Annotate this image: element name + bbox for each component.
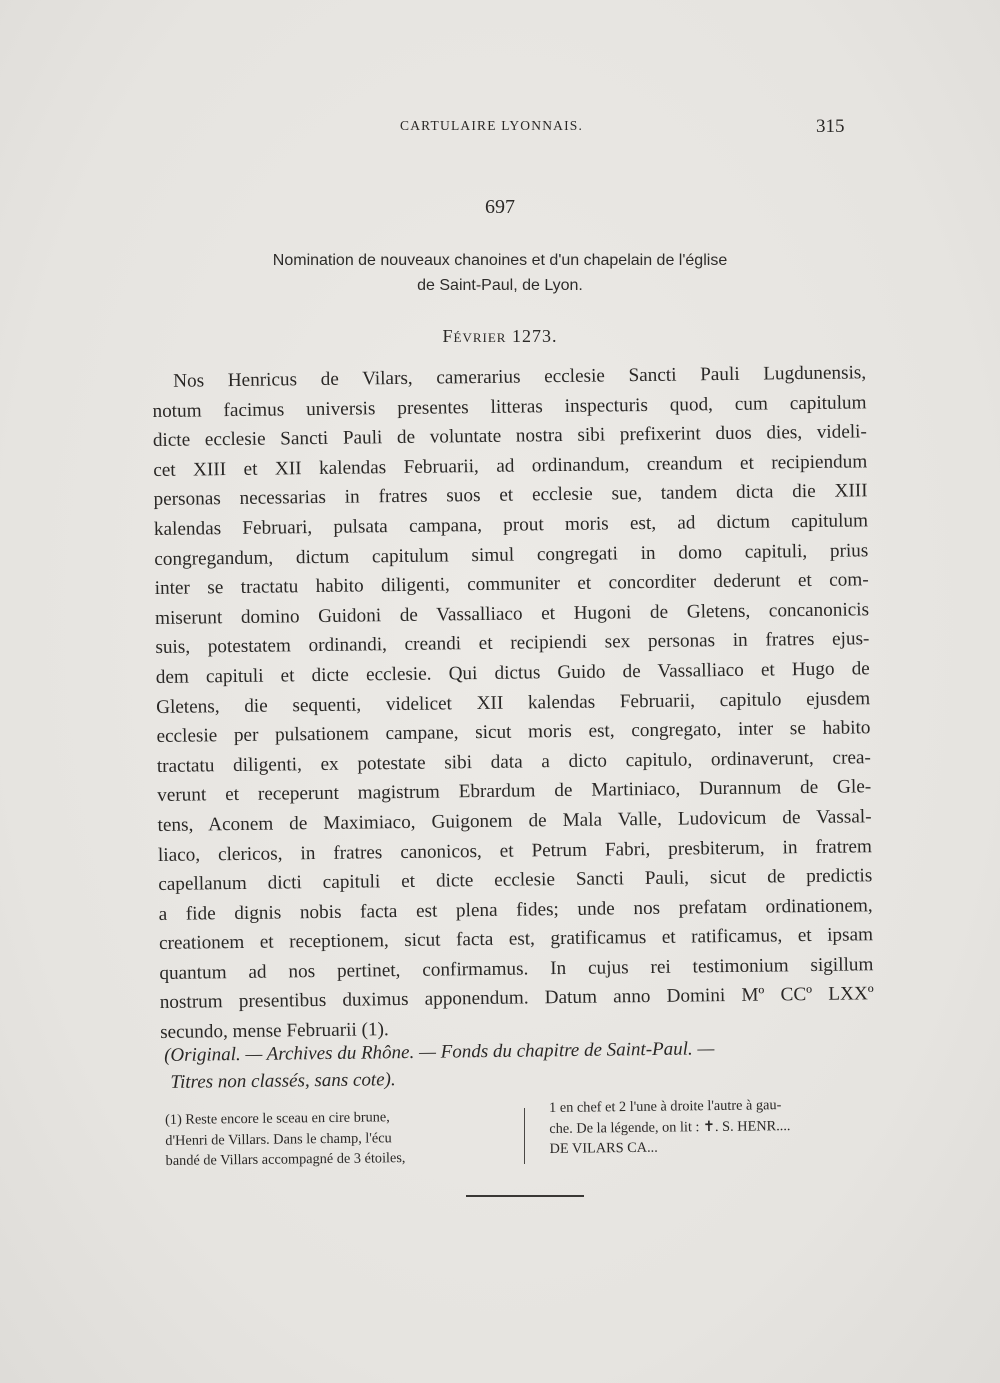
body-line: a fide dignis nobis facta est plena fides; unde nos prefatam ordinationem, xyxy=(158,894,873,925)
body-line: verunt et receperunt magistrum Ebrardum de Martiniaco, Durannum de Gle- xyxy=(157,776,872,807)
body-line: notum facimus universis presentes litteras inspecturis quod, cum capitulum xyxy=(152,391,867,422)
body-line: inter se tractatu habito diligenti, communiter et concorditer dederunt et com- xyxy=(154,569,869,600)
footnote-line: DE VILARS CA... xyxy=(549,1139,658,1157)
footnote-right-column xyxy=(549,1094,870,1159)
document-title xyxy=(150,248,850,298)
footnote-left-column xyxy=(165,1106,506,1172)
body-line: secundo, mense Februarii (1). xyxy=(160,1019,389,1044)
body-line: liaco, clericos, in fratres canonicos, et Petrum Fabri, presbiterum, in fratrem xyxy=(157,835,873,866)
page-number: 315 xyxy=(816,116,845,137)
document-date: Février 1273. xyxy=(442,326,558,346)
body-line: suis, potestatem ordinandi, creandi et recipiendi sex personas in fratres ejus- xyxy=(155,628,870,659)
document-number: 697 xyxy=(485,196,515,218)
body-line: tens, Aconem de Maximiaco, Guigonem de Mala Valle, Ludovicum de Vassal- xyxy=(157,806,872,836)
end-rule xyxy=(466,1195,584,1197)
body-line: tractatu diligenti, ex potestate sibi data a dicto capitulo, ordinaverunt, crea- xyxy=(156,746,871,777)
footnote-line: 1 en chef et 2 l'une à droite l'autre à gau- xyxy=(549,1097,782,1116)
running-head: CARTULAIRE LYONNAIS. xyxy=(400,118,584,133)
body-line: miserunt domino Guidoni de Vassalliaco et Hugoni de Gletens, concanonicis xyxy=(154,599,870,629)
document-body xyxy=(152,358,874,1047)
body-line: cet XIII et XII kalendas Februarii, ad ordinandum, creandum et recipiendum xyxy=(153,451,868,481)
document-title-line: Nomination de nouveaux chanoines et d'un chapelain de l'église xyxy=(272,252,728,269)
document-title-line: de Saint-Paul, de Lyon. xyxy=(417,277,583,294)
footnote-line: (1) Reste encore le sceau en cire brune, xyxy=(165,1109,390,1128)
body-line: creationem et receptionem, sicut facta est, gratificamus et ratificamus, et ipsam xyxy=(158,924,874,955)
footnote-line: bandé de Villars accompagné de 3 étoiles, xyxy=(165,1150,406,1169)
body-line: dicte ecclesie Sancti Pauli de voluntate nostra sibi prefixerint duos dies, videli- xyxy=(152,421,867,452)
body-line: ecclesie per pulsationem campane, sicut moris est, congregato, inter se habito xyxy=(156,717,871,748)
body-line: dem capituli et dicte ecclesie. Qui dictus Guido de Vassalliaco et Hugo de xyxy=(155,658,870,688)
footnote-line: d'Henri de Villars. Dans le champ, l'écu xyxy=(165,1129,392,1149)
body-line: Gletens, die sequenti, videlicet XII kalendas Februarii, capitulo ejusdem xyxy=(156,687,871,718)
body-line: kalendas Februari, pulsata campana, prout moris est, ad dictum capitulum xyxy=(153,510,869,540)
body-line: personas necessarias in fratres suos et ecclesie sue, tandem dicta die XIII xyxy=(153,480,868,511)
body-line: quantum ad nos pertinet, confirmamus. In cujus rei testimonium sigillum xyxy=(159,954,874,984)
footnote-line: che. De la légende, on lit : ✝. S. HENR.... xyxy=(549,1117,791,1137)
source-line: (Original. — Archives du Rhône. — Fonds du chapitre de Saint-Paul. — xyxy=(164,1038,715,1066)
body-line: capellanum dicti capituli et dicte ecclesie Sancti Pauli, sicut de predictis xyxy=(158,865,873,896)
body-line: congregandum, dictum capitulum simul congregati in domo capituli, prius xyxy=(154,539,869,570)
source-citation xyxy=(164,1033,865,1096)
source-line: Titres non classés, sans cote). xyxy=(170,1069,396,1093)
footnote-column-divider xyxy=(524,1108,525,1164)
body-line: Nos Henricus de Vilars, camerarius ecclesie Sancti Pauli Lugdunensis, xyxy=(173,362,867,392)
body-line: nostrum presentibus duximus apponendum. Datum anno Domini Mº CCº LXXº xyxy=(159,983,874,1014)
